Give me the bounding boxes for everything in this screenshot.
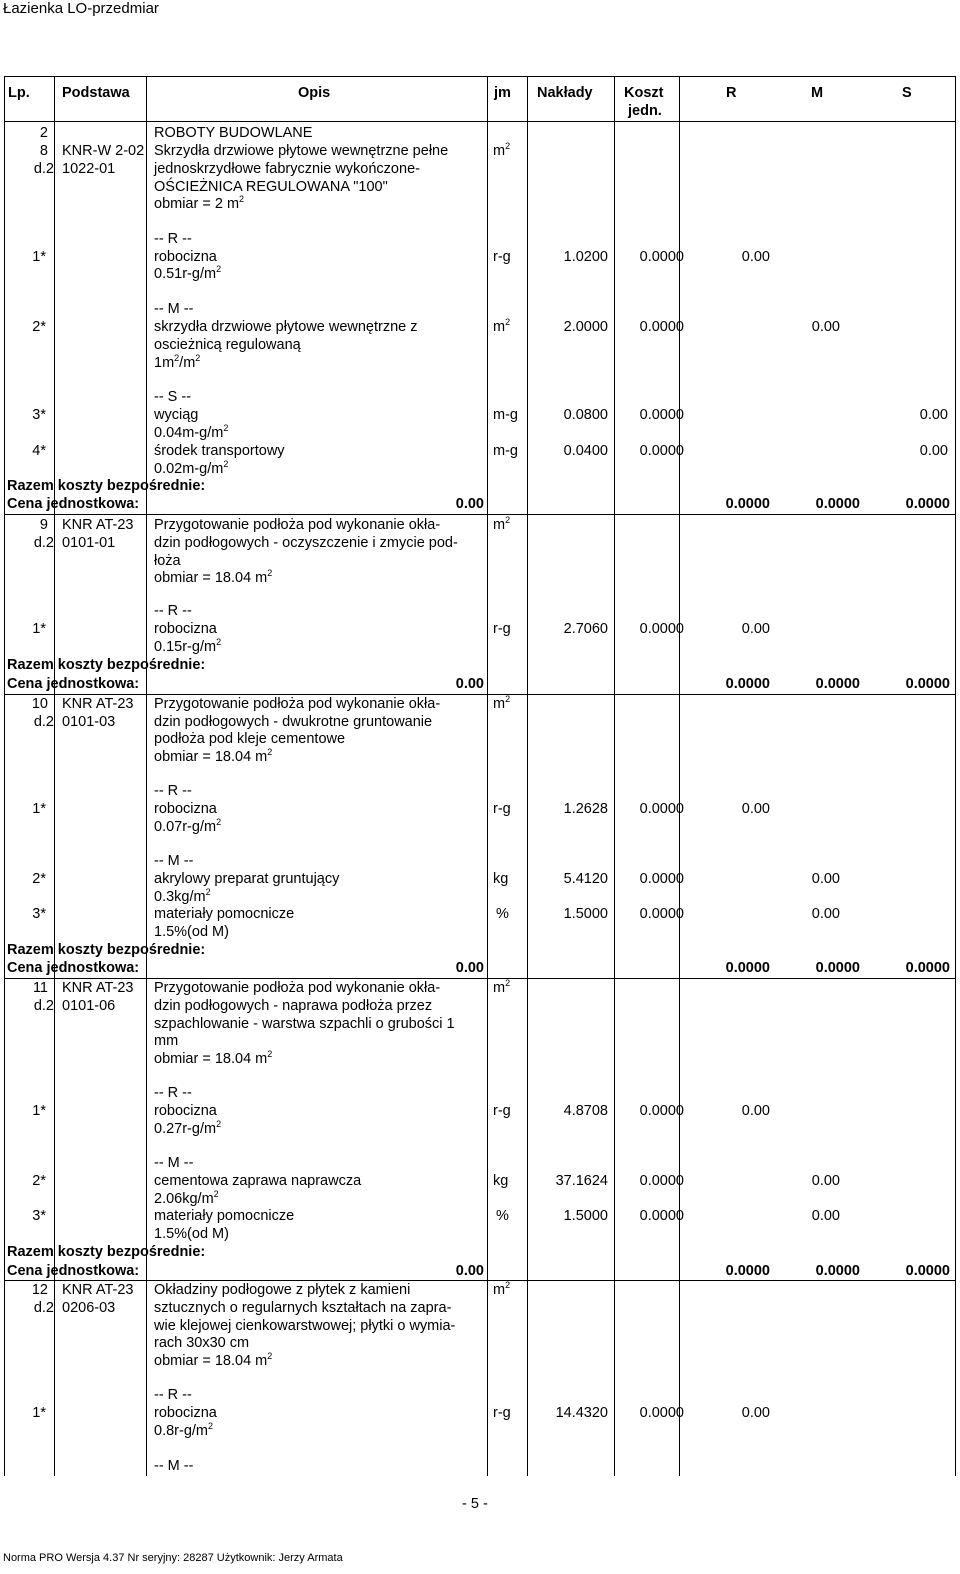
column-border — [487, 76, 488, 1476]
resource-qty: 1.0200 — [563, 249, 608, 265]
item-desc-line: dzin podłogowych - dwukrotne gruntowanie — [154, 714, 433, 730]
resource-lp: 3* — [32, 1208, 46, 1224]
razem-label: Razem koszty bezpośrednie: — [7, 942, 206, 958]
row-separator — [4, 694, 956, 695]
resource-value-r: 0.00 — [741, 801, 770, 817]
resource-jm: kg — [493, 1173, 509, 1189]
header-jm: jm — [494, 85, 511, 101]
cena-label: Cena jednostkowa: — [7, 496, 140, 512]
item-desc-line: mm — [154, 1033, 179, 1049]
item-desc-line: wie klejowej cienkowarstwowej; płytki o wymia- — [154, 1318, 456, 1334]
sum-r: 0.0000 — [725, 496, 770, 512]
cena-value: 0.00 — [455, 676, 484, 692]
resource-value-r: 0.00 — [741, 249, 770, 265]
resource-price: 0.0000 — [639, 1405, 684, 1421]
item-desc-line: Skrzydła drzwiowe płytowe wewnętrzne pełne — [154, 143, 449, 159]
item-podstawa-code: 0206-03 — [62, 1300, 116, 1316]
sum-m: 0.0000 — [815, 1263, 860, 1279]
resource-group: -- M -- — [154, 1458, 194, 1474]
resource-name: środek transportowy — [154, 443, 285, 459]
resource-lp: 1* — [32, 1103, 46, 1119]
item-desc-line: Przygotowanie podłoża pod wykonanie okła- — [154, 696, 441, 712]
item-podstawa: KNR AT-23 — [62, 980, 134, 996]
row-separator — [4, 1280, 956, 1281]
razem-label: Razem koszty bezpośrednie: — [7, 1244, 206, 1260]
resource-norm: 1.5%(od M) — [154, 924, 229, 940]
cena-value: 0.00 — [455, 960, 484, 976]
resource-lp: 2* — [32, 871, 46, 887]
resource-name: cementowa zaprawa naprawcza — [154, 1173, 362, 1189]
section-number: 2 — [39, 125, 48, 141]
item-desc-line: rach 30x30 cm — [154, 1335, 250, 1351]
row-separator — [4, 514, 956, 515]
sum-m: 0.0000 — [815, 676, 860, 692]
item-desc-line: podłoża pod kleje cementowe — [154, 731, 346, 747]
item-lp: 8 — [39, 143, 48, 159]
item-unit: $m^2$ — [493, 141, 511, 159]
resource-jm: m-g — [493, 407, 518, 423]
item-obmiar: obmiar = 18.04 $m^2$ — [154, 1049, 273, 1067]
row-separator — [4, 978, 956, 979]
item-obmiar: obmiar = 18.04 $m^2$ — [154, 747, 273, 765]
resource-lp: 3* — [32, 906, 46, 922]
sum-r: 0.0000 — [725, 960, 770, 976]
resource-value-m: 0.00 — [811, 1173, 840, 1189]
item-desc-line: jednoskrzydłowe fabrycznie wykończone- — [154, 161, 420, 177]
resource-value-s: 0.00 — [919, 443, 948, 459]
item-unit: $m^2$ — [493, 978, 511, 996]
resource-jm: r-g — [493, 621, 511, 637]
resource-jm: r-g — [493, 801, 511, 817]
header-r: R — [726, 85, 737, 101]
sum-s: 0.0000 — [905, 1263, 950, 1279]
section-title: ROBOTY BUDOWLANE — [154, 125, 313, 141]
cena-value: 0.00 — [455, 1263, 484, 1279]
resource-price: 0.0000 — [639, 319, 684, 335]
item-desc-line: łoża — [154, 553, 181, 569]
item-lp: 10 — [31, 696, 48, 712]
resource-qty: 37.1624 — [555, 1173, 608, 1189]
resource-norm: $0.8r-g/m^2$ — [154, 1421, 214, 1439]
item-obmiar: obmiar = 18.04 $m^2$ — [154, 568, 273, 586]
item-lp-sub: d.2 — [33, 535, 54, 551]
resource-name: robocizna — [154, 621, 217, 637]
sum-r: 0.0000 — [725, 1263, 770, 1279]
column-border — [4, 76, 5, 1476]
resource-name: skrzydła drzwiowe płytowe wewnętrzne z — [154, 319, 418, 335]
cena-value: 0.00 — [455, 496, 484, 512]
resource-lp: 1* — [32, 621, 46, 637]
resource-norm: 1.5%(od M) — [154, 1226, 229, 1242]
resource-name-cont: oscieżnicą regulowaną — [154, 337, 301, 353]
item-desc-line: szpachlowanie - warstwa szpachli o grubości 1 — [154, 1016, 455, 1032]
resource-group: -- R -- — [154, 783, 192, 799]
resource-qty: 5.4120 — [563, 871, 608, 887]
resource-value-m: 0.00 — [811, 871, 840, 887]
resource-qty: 0.0400 — [563, 443, 608, 459]
column-border — [146, 76, 147, 1476]
resource-norm: $0.07r-g/m^2$ — [154, 817, 222, 835]
resource-name: robocizna — [154, 801, 217, 817]
resource-lp: 1* — [32, 249, 46, 265]
resource-jm: m-g — [493, 443, 518, 459]
resource-qty: 1.2628 — [563, 801, 608, 817]
item-lp: 9 — [39, 517, 48, 533]
resource-price: 0.0000 — [639, 443, 684, 459]
sum-m: 0.0000 — [815, 496, 860, 512]
resource-group: -- M -- — [154, 301, 194, 317]
resource-lp: 2* — [32, 319, 46, 335]
resource-price: 0.0000 — [639, 871, 684, 887]
item-podstawa: KNR AT-23 — [62, 696, 134, 712]
header-m: M — [811, 85, 824, 101]
resource-jm: r-g — [493, 249, 511, 265]
item-unit: $m^2$ — [493, 694, 511, 712]
resource-price: 0.0000 — [639, 801, 684, 817]
resource-value-s: 0.00 — [919, 407, 948, 423]
item-desc-line: Przygotowanie podłoża pod wykonanie okła- — [154, 517, 441, 533]
resource-jm: $m^2$ — [493, 317, 511, 335]
column-border — [614, 76, 615, 1476]
resource-norm: $0.27r-g/m^2$ — [154, 1119, 222, 1137]
resource-qty: 14.4320 — [555, 1405, 608, 1421]
resource-name: robocizna — [154, 249, 217, 265]
item-obmiar: obmiar = 2 $m^2$ — [154, 194, 245, 212]
item-lp-sub: d.2 — [33, 1300, 54, 1316]
resource-group: -- M -- — [154, 853, 194, 869]
item-lp-sub: d.2 — [33, 998, 54, 1014]
resource-qty: 2.7060 — [563, 621, 608, 637]
header-naklady: Nakłady — [537, 85, 593, 101]
resource-qty: 1.5000 — [563, 1208, 608, 1224]
header-s: S — [902, 85, 912, 101]
resource-norm: $0.02m-g/m^2$ — [154, 459, 229, 477]
razem-label: Razem koszty bezpośrednie: — [7, 657, 206, 673]
resource-norm: $0.15r-g/m^2$ — [154, 637, 222, 655]
item-lp-sub: d.2 — [33, 161, 54, 177]
item-desc-line: OŚCIEŻNICA REGULOWANA "100" — [154, 179, 388, 195]
resource-jm: % — [496, 1208, 509, 1224]
column-border — [527, 76, 528, 1476]
resource-name: robocizna — [154, 1405, 217, 1421]
resource-qty: 2.0000 — [563, 319, 608, 335]
item-podstawa-code: 0101-06 — [62, 998, 116, 1014]
item-podstawa-code: 1022-01 — [62, 161, 116, 177]
header-podstawa: Podstawa — [62, 85, 130, 101]
resource-lp: 3* — [32, 407, 46, 423]
resource-norm: $0.51r-g/m^2$ — [154, 264, 222, 282]
resource-value-m: 0.00 — [811, 906, 840, 922]
resource-group: -- R -- — [154, 1387, 192, 1403]
resource-jm: kg — [493, 871, 509, 887]
header-koszt: Koszt — [624, 85, 664, 101]
resource-value-m: 0.00 — [811, 1208, 840, 1224]
resource-qty: 1.5000 — [563, 906, 608, 922]
resource-value-m: 0.00 — [811, 319, 840, 335]
item-podstawa: KNR AT-23 — [62, 517, 134, 533]
resource-price: 0.0000 — [639, 407, 684, 423]
resource-qty: 0.0800 — [563, 407, 608, 423]
resource-lp: 1* — [32, 1405, 46, 1421]
resource-name: wyciąg — [154, 407, 199, 423]
item-lp: 12 — [31, 1282, 48, 1298]
resource-price: 0.0000 — [639, 249, 684, 265]
column-border — [955, 76, 956, 1476]
resource-norm: $0.3kg/m^2$ — [154, 887, 211, 905]
resource-price: 0.0000 — [639, 906, 684, 922]
resource-norm: $1m^2/m^2$ — [154, 353, 201, 371]
header-opis: Opis — [298, 85, 331, 101]
sum-r: 0.0000 — [725, 676, 770, 692]
item-podstawa-code: 0101-01 — [62, 535, 116, 551]
resource-jm: r-g — [493, 1405, 511, 1421]
resource-value-r: 0.00 — [741, 1405, 770, 1421]
header-lp: Lp. — [8, 85, 30, 101]
item-desc-line: Okładziny podłogowe z płytek z kamieni — [154, 1282, 411, 1298]
item-desc-line: dzin podłogowych - naprawa podłoża przez — [154, 998, 433, 1014]
resource-norm: $2.06kg/m^2$ — [154, 1189, 219, 1207]
item-desc-line: Przygotowanie podłoża pod wykonanie okła- — [154, 980, 441, 996]
resource-jm: % — [496, 906, 509, 922]
resource-lp: 1* — [32, 801, 46, 817]
resource-value-r: 0.00 — [741, 621, 770, 637]
sum-s: 0.0000 — [905, 496, 950, 512]
cena-label: Cena jednostkowa: — [7, 676, 140, 692]
resource-name: akrylowy preparat gruntujący — [154, 871, 340, 887]
sum-s: 0.0000 — [905, 676, 950, 692]
document-title: Łazienka LO-przedmiar — [3, 0, 159, 17]
resource-lp: 4* — [32, 443, 46, 459]
resource-price: 0.0000 — [639, 621, 684, 637]
resource-lp: 2* — [32, 1173, 46, 1189]
resource-name: materiały pomocnicze — [154, 906, 295, 922]
resource-value-r: 0.00 — [741, 1103, 770, 1119]
item-unit: $m^2$ — [493, 515, 511, 533]
item-desc-line: sztucznych o regularnych kształtach na zapra- — [154, 1300, 452, 1316]
item-podstawa-code: 0101-03 — [62, 714, 116, 730]
resource-jm: r-g — [493, 1103, 511, 1119]
resource-group: -- R -- — [154, 231, 192, 247]
item-podstawa: KNR-W 2-02 — [62, 143, 145, 159]
item-unit: $m^2$ — [493, 1280, 511, 1298]
resource-price: 0.0000 — [639, 1173, 684, 1189]
resource-price: 0.0000 — [639, 1103, 684, 1119]
cena-label: Cena jednostkowa: — [7, 960, 140, 976]
resource-group: -- R -- — [154, 603, 192, 619]
item-desc-line: dzin podłogowych - oczyszczenie i zmycie pod- — [154, 535, 458, 551]
razem-label: Razem koszty bezpośrednie: — [7, 478, 206, 494]
resource-group: -- R -- — [154, 1085, 192, 1101]
header-koszt-jedn: jedn. — [628, 103, 662, 119]
item-lp: 11 — [32, 980, 48, 996]
resource-norm: $0.04m-g/m^2$ — [154, 423, 229, 441]
item-obmiar: obmiar = 18.04 $m^2$ — [154, 1351, 273, 1369]
resource-price: 0.0000 — [639, 1208, 684, 1224]
sum-s: 0.0000 — [905, 960, 950, 976]
program-footer: Norma PRO Wersja 4.37 Nr seryjny: 28287 Użytkownik: Jerzy Armata — [3, 1552, 343, 1564]
resource-group: -- S -- — [154, 389, 192, 405]
item-podstawa: KNR AT-23 — [62, 1282, 134, 1298]
resource-name: robocizna — [154, 1103, 217, 1119]
resource-qty: 4.8708 — [563, 1103, 608, 1119]
item-lp-sub: d.2 — [33, 714, 54, 730]
resource-group: -- M -- — [154, 1155, 194, 1171]
column-border — [679, 76, 680, 1476]
page-number: - 5 - — [462, 1496, 488, 1512]
resource-name: materiały pomocnicze — [154, 1208, 295, 1224]
sum-m: 0.0000 — [815, 960, 860, 976]
cena-label: Cena jednostkowa: — [7, 1263, 140, 1279]
